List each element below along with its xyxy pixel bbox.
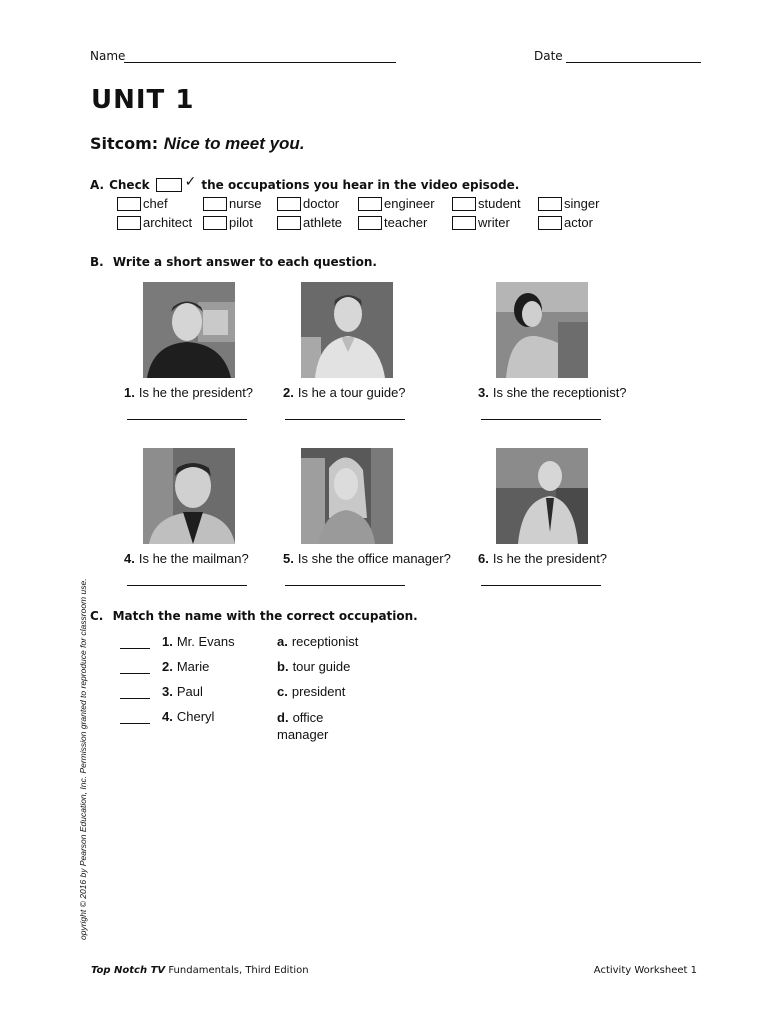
checkbox[interactable]	[203, 216, 227, 230]
match-occupation-text-line2: manager	[277, 727, 329, 742]
match-occupation-text: office	[292, 710, 324, 725]
match-occupation-a	[277, 634, 358, 649]
match-occupation-text: president	[291, 684, 346, 699]
answer-line-4[interactable]	[127, 585, 247, 586]
answer-line-1[interactable]	[127, 419, 247, 420]
example-checkbox	[156, 178, 182, 192]
section-a-check-word: Check	[109, 178, 150, 192]
match-letter: c.	[277, 684, 288, 699]
question-1	[124, 385, 253, 400]
occupation-athlete[interactable]	[277, 215, 342, 230]
date-label: Date	[534, 49, 563, 63]
checkmark-icon: ✓	[184, 174, 197, 190]
match-name-1	[162, 634, 235, 649]
match-occupation-text: tour guide	[292, 659, 351, 674]
question-number: 2.	[283, 385, 294, 400]
occupations-row-1	[117, 196, 637, 214]
occupations-row-2	[117, 215, 637, 233]
match-number: 3.	[162, 684, 173, 699]
checkbox[interactable]	[538, 216, 562, 230]
checkbox[interactable]	[117, 216, 141, 230]
question-5	[283, 551, 451, 566]
checkbox[interactable]	[358, 197, 382, 211]
footer-right: Activity Worksheet 1	[593, 965, 697, 976]
occupation-label: nurse	[229, 196, 262, 211]
match-name-4	[162, 709, 214, 724]
checkbox[interactable]	[538, 197, 562, 211]
question-number: 1.	[124, 385, 135, 400]
occupation-label: student	[478, 196, 521, 211]
match-number: 1.	[162, 634, 173, 649]
question-number: 4.	[124, 551, 135, 566]
sitcom-heading	[90, 134, 305, 154]
occupation-writer[interactable]	[452, 215, 510, 230]
section-c-letter: C.	[90, 609, 104, 623]
occupation-label: singer	[564, 196, 600, 211]
answer-line-2[interactable]	[285, 419, 405, 420]
section-b-text: Write a short answer to each question.	[112, 255, 377, 269]
match-blank-2[interactable]	[120, 673, 150, 674]
footer-series: Top Notch TV	[91, 965, 166, 976]
occupation-engineer[interactable]	[358, 196, 435, 211]
checkbox[interactable]	[277, 216, 301, 230]
match-name-text: Mr. Evans	[176, 634, 235, 649]
occupation-label: athlete	[303, 215, 343, 230]
checkbox[interactable]	[452, 197, 476, 211]
occupation-label: pilot	[229, 215, 253, 230]
photo-4	[143, 448, 235, 544]
question-6	[478, 551, 607, 566]
date-line[interactable]	[566, 62, 701, 63]
match-occupation-c	[277, 684, 345, 699]
match-name-text: Paul	[176, 684, 203, 699]
answer-line-5[interactable]	[285, 585, 405, 586]
name-label: Name	[90, 49, 126, 63]
question-number: 5.	[283, 551, 294, 566]
occupation-label: engineer	[384, 196, 435, 211]
match-name-text: Marie	[176, 659, 210, 674]
question-text: Is she the receptionist?	[492, 385, 627, 400]
section-a-letter: A.	[90, 178, 105, 192]
match-occupation-text: receptionist	[291, 634, 359, 649]
name-line[interactable]	[124, 62, 396, 63]
occupation-doctor[interactable]	[277, 196, 339, 211]
question-text: Is he the mailman?	[138, 551, 249, 566]
section-b-letter: B.	[90, 255, 104, 269]
checkbox[interactable]	[358, 216, 382, 230]
occupation-singer[interactable]	[538, 196, 599, 211]
match-name-3	[162, 684, 203, 699]
answer-line-6[interactable]	[481, 585, 601, 586]
match-blank-1[interactable]	[120, 648, 150, 649]
section-c-instruction	[90, 609, 418, 623]
copyright-notice: opyright © 2016 by Pearson Education, Inc. Permission granted to reproduce for classroom use.	[78, 578, 88, 940]
match-name-text: Cheryl	[176, 709, 215, 724]
occupation-label: architect	[143, 215, 193, 230]
question-4	[124, 551, 249, 566]
match-number: 2.	[162, 659, 173, 674]
question-text: Is he the president?	[492, 551, 608, 566]
checkbox[interactable]	[117, 197, 141, 211]
match-letter: d.	[277, 710, 289, 725]
occupation-architect[interactable]	[117, 215, 192, 230]
section-a-instruction	[90, 174, 520, 193]
section-c-text: Match the name with the correct occupation.	[112, 609, 418, 623]
answer-line-3[interactable]	[481, 419, 601, 420]
occupation-actor[interactable]	[538, 215, 593, 230]
occupation-label: teacher	[384, 215, 428, 230]
section-a-text: the occupations you hear in the video episode.	[201, 178, 520, 192]
occupation-chef[interactable]	[117, 196, 168, 211]
photo-6	[496, 448, 588, 544]
occupation-label: writer	[478, 215, 510, 230]
match-letter: b.	[277, 659, 289, 674]
checkbox[interactable]	[452, 216, 476, 230]
unit-title: UNIT 1	[91, 85, 195, 115]
photo-2	[301, 282, 393, 378]
footer-left	[91, 965, 309, 976]
occupation-label: chef	[143, 196, 168, 211]
match-number: 4.	[162, 709, 173, 724]
question-text: Is he the president?	[138, 385, 254, 400]
occupation-pilot[interactable]	[203, 215, 253, 230]
question-number: 6.	[478, 551, 489, 566]
footer-edition: Fundamentals, Third Edition	[168, 965, 309, 976]
checkbox[interactable]	[203, 197, 227, 211]
photo-3	[496, 282, 588, 378]
photo-1	[143, 282, 235, 378]
section-b-instruction	[90, 255, 377, 269]
occupation-student[interactable]	[452, 196, 521, 211]
occupation-teacher[interactable]	[358, 215, 427, 230]
question-2	[283, 385, 406, 400]
match-letter: a.	[277, 634, 288, 649]
sitcom-episode: Nice to meet you.	[163, 134, 305, 153]
sitcom-prefix: Sitcom:	[90, 134, 159, 153]
occupation-label: doctor	[303, 196, 340, 211]
match-occupation-b	[277, 659, 350, 674]
occupation-nurse[interactable]	[203, 196, 262, 211]
match-name-2	[162, 659, 209, 674]
question-text: Is she the office manager?	[297, 551, 451, 566]
question-3	[478, 385, 627, 400]
occupation-label: actor	[564, 215, 593, 230]
match-blank-4[interactable]	[120, 723, 150, 724]
question-number: 3.	[478, 385, 489, 400]
question-text: Is he a tour guide?	[297, 385, 406, 400]
photo-5	[301, 448, 393, 544]
match-occupation-d	[277, 709, 328, 743]
checkbox[interactable]	[277, 197, 301, 211]
match-blank-3[interactable]	[120, 698, 150, 699]
